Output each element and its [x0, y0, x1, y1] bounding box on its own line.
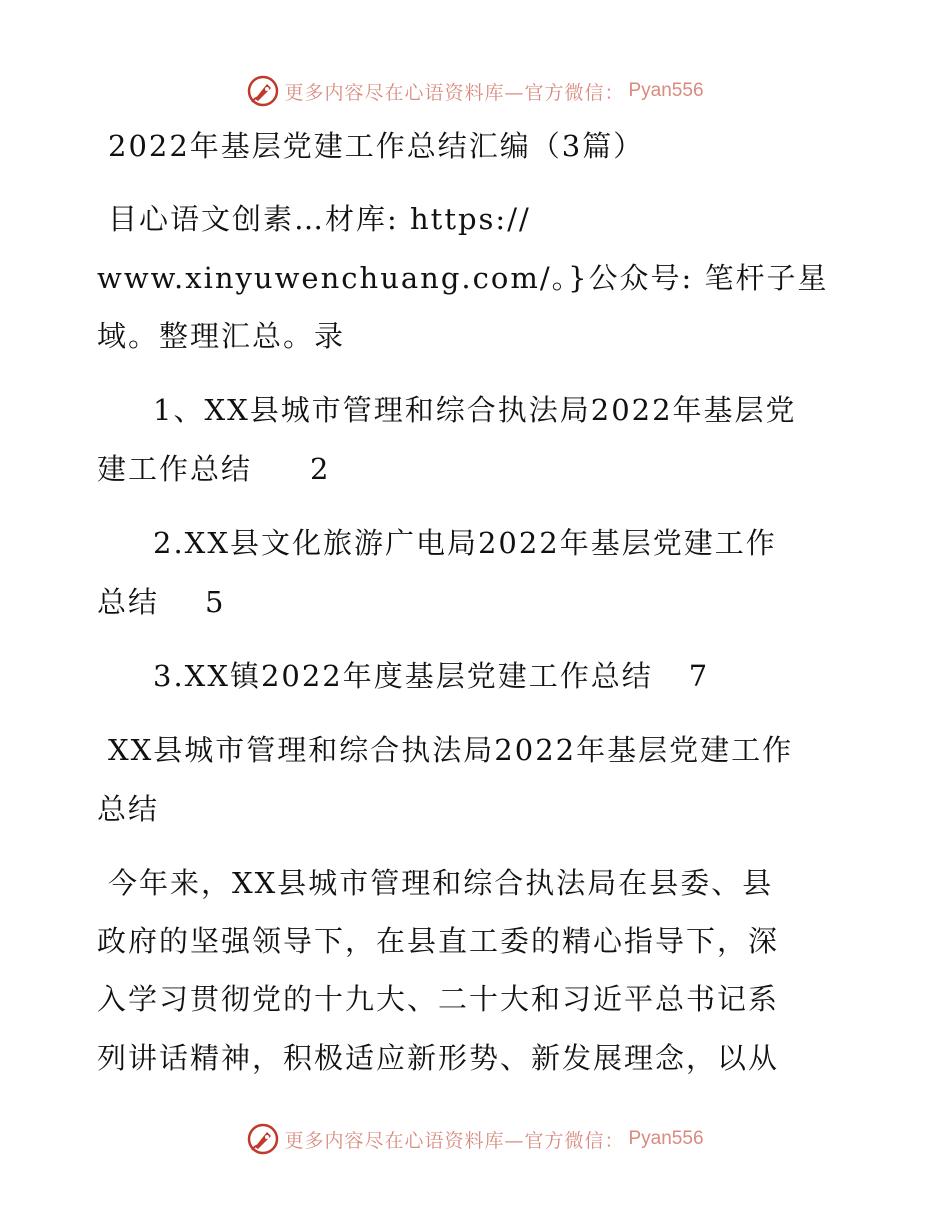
- toc-item-1-label: 建工作总结: [97, 452, 253, 486]
- toc-header-line-1: 目心语文创素…材库: https://: [108, 202, 531, 236]
- banner-content: [246, 74, 703, 108]
- toc-item-2-page: 5: [205, 585, 226, 619]
- banner-brand: Pyan556: [628, 80, 704, 101]
- toc-item-3: [153, 659, 710, 693]
- toc-header-line-2: www.xinyuwenchuang.com/。}公众号: 笔杆子星: [97, 261, 829, 295]
- section-title-line-2: 总结: [97, 792, 160, 826]
- toc-item-3-page: 7: [688, 659, 710, 693]
- banner-brand-bottom: Pyan556: [628, 1128, 704, 1149]
- paragraph-line-1: 今年来，XX县城市管理和综合执法局在县委、县: [108, 866, 774, 900]
- paragraph-line-2: 政府的坚强领导下，在县直工委的精心指导下，深: [97, 924, 780, 958]
- toc-item-1-page: 2: [310, 452, 331, 486]
- banner-content-bottom: [246, 1122, 703, 1156]
- toc-item-2-label: 总结: [97, 585, 160, 619]
- toc-header-line-3: 域。整理汇总。录: [97, 319, 346, 353]
- header-banner: [0, 71, 950, 111]
- toc-item-3-label: 3.XX镇2022年度基层党建工作总结: [153, 659, 653, 693]
- paragraph-line-4: 列讲话精神，积极适应新形势、新发展理念，以从: [97, 1041, 780, 1075]
- pen-nib-logo-icon: [246, 74, 280, 108]
- toc-item-1-line-2: [97, 452, 331, 486]
- section-title-line-1: XX县城市管理和综合执法局2022年基层党建工作: [108, 733, 794, 767]
- footer-banner: [0, 1119, 950, 1159]
- pen-nib-logo-icon: [246, 1122, 280, 1156]
- document-title: 2022年基层党建工作总结汇编（3篇）: [108, 129, 645, 163]
- paragraph-line-3: 入学习贯彻党的十九大、二十大和习近平总书记系: [97, 982, 780, 1016]
- banner-text: 更多内容尽在心语资料库—官方微信：: [284, 81, 625, 104]
- toc-item-2-line-2: [97, 585, 226, 619]
- toc-item-2-line-1: 2.XX县文化旅游广电局2022年基层党建工作: [153, 526, 777, 560]
- banner-text-bottom: 更多内容尽在心语资料库—官方微信：: [284, 1129, 625, 1152]
- toc-item-1-line-1: 1、XX县城市管理和综合执法局2022年基层党: [153, 393, 797, 427]
